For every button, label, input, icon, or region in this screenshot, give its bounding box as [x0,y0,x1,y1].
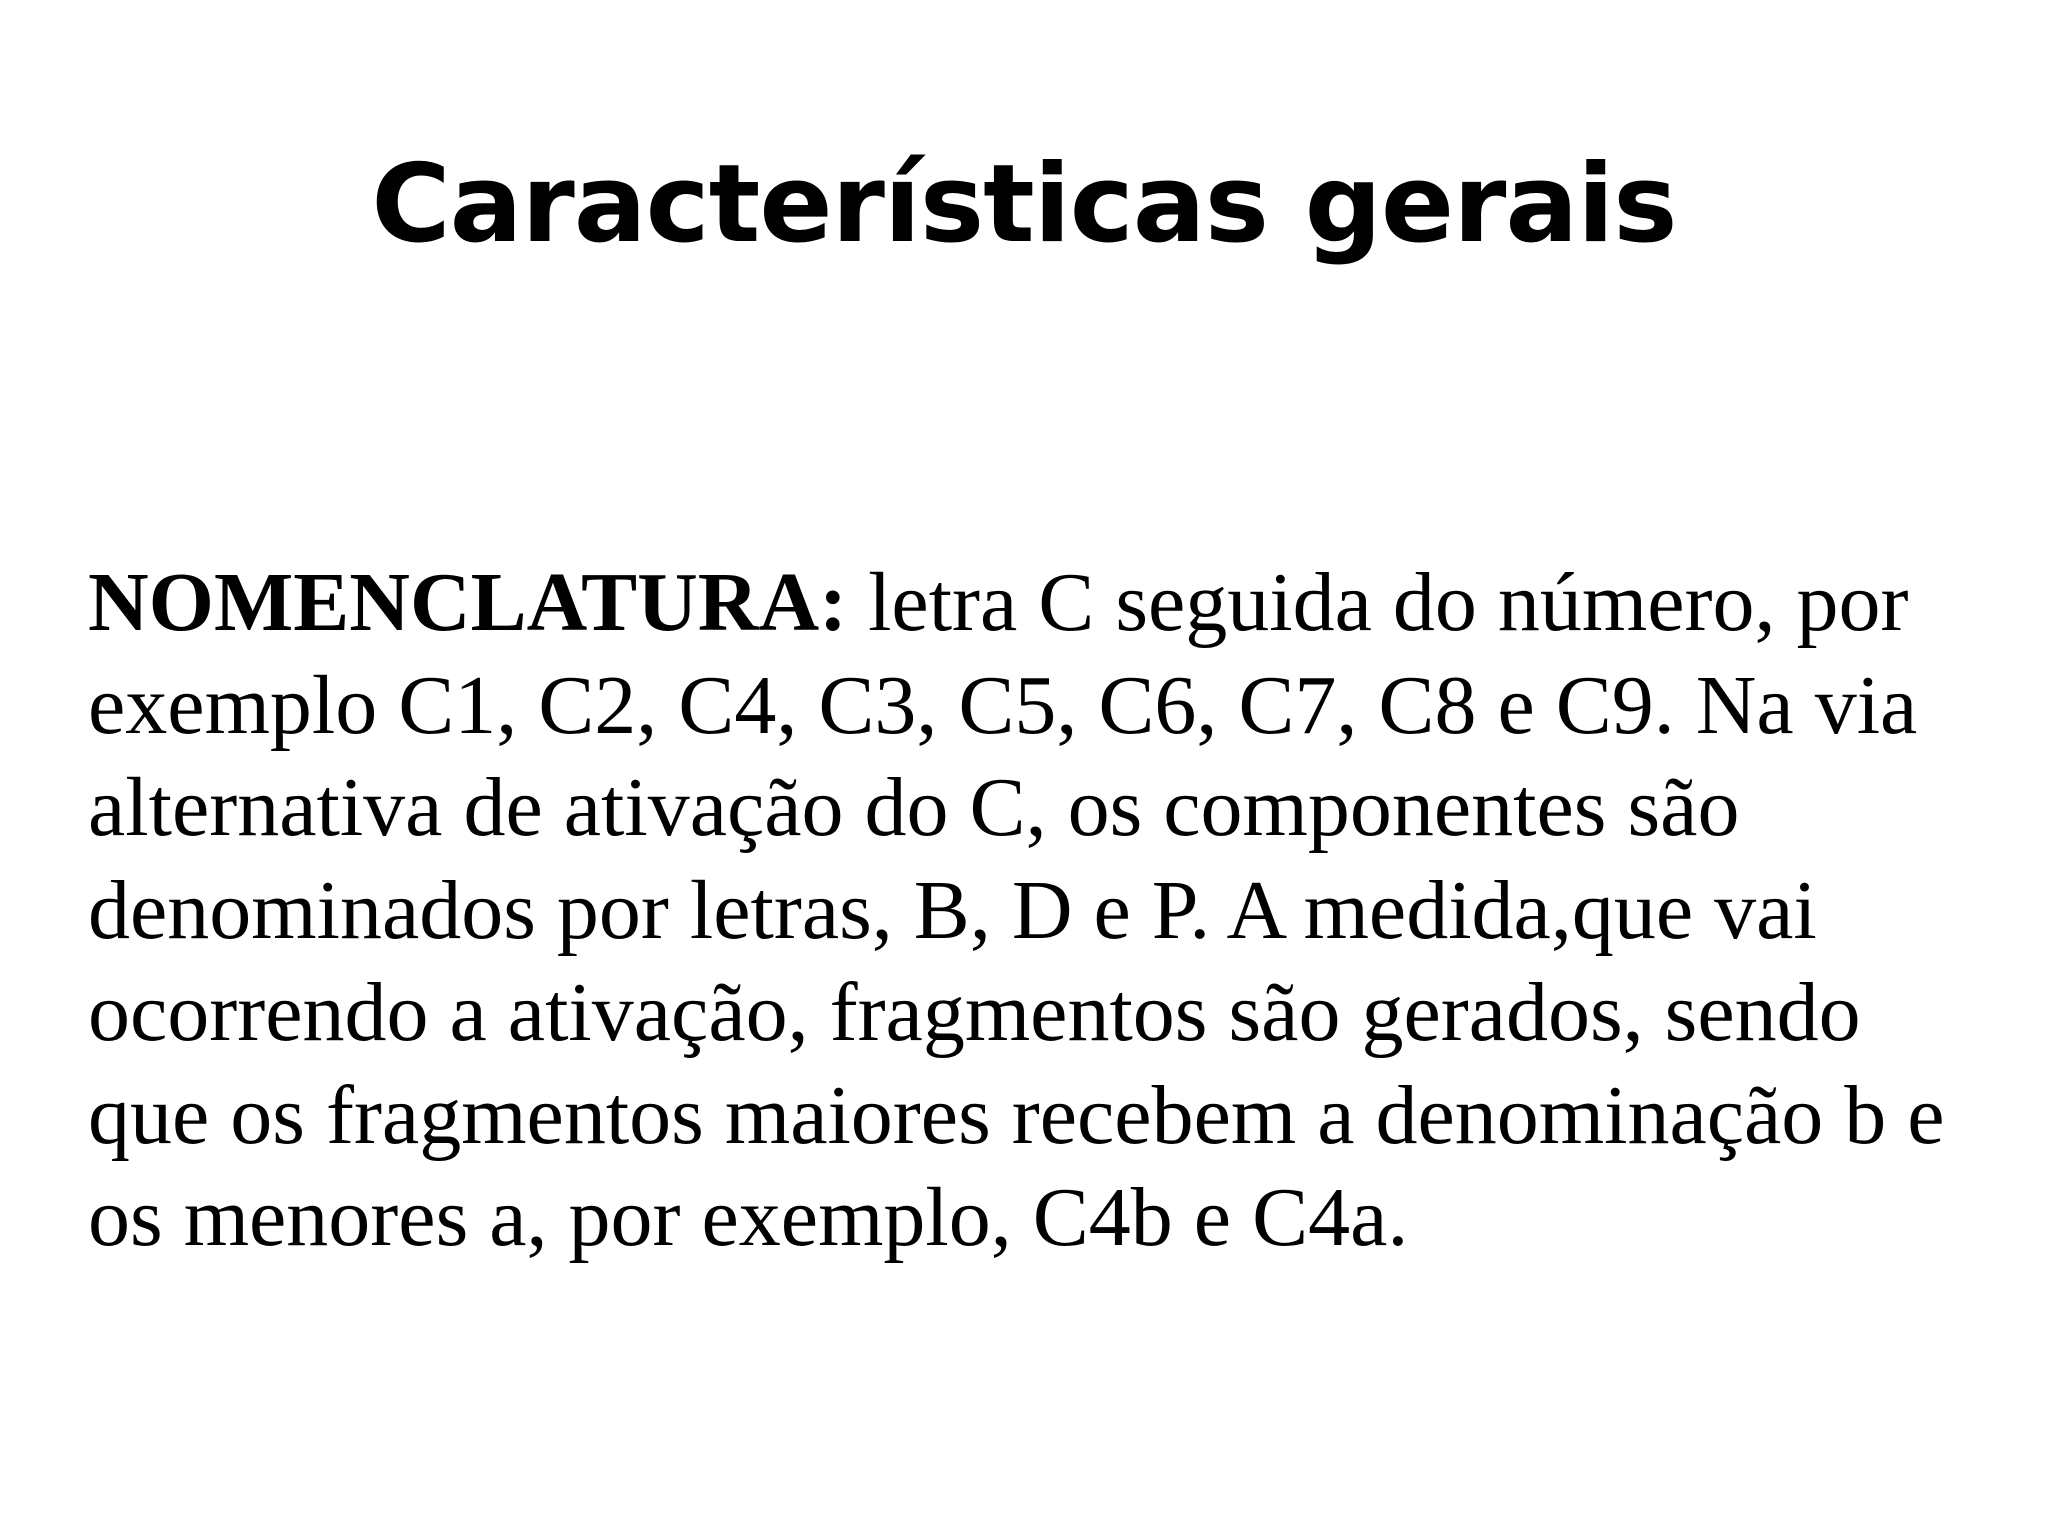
body-line-6: que os fragmentos maiores recebem a denominação b e [88,1068,1945,1162]
body-line-7: os menores a, por exemplo, C4b e C4a. [88,1171,1409,1264]
nomenclature-term: NOMENCLATURA: [88,556,848,649]
body-line-4: denominados por letras, B, D e P. A medida,que vai [88,863,1817,957]
body-line-2: exemplo C1, C2, C4, C3, C5, C6, C7, C8 e C9. Na via [88,658,1918,752]
body-line-5: ocorrendo a ativação, fragmentos são gerados, sendo [88,966,1861,1059]
body-line-1: letra C seguida do número, por [847,556,1909,649]
slide-body-paragraph [88,552,2008,1270]
slide-title: Características gerais [371,142,1677,267]
body-line-3: alternativa de ativação do C, os componentes são [88,761,1740,854]
